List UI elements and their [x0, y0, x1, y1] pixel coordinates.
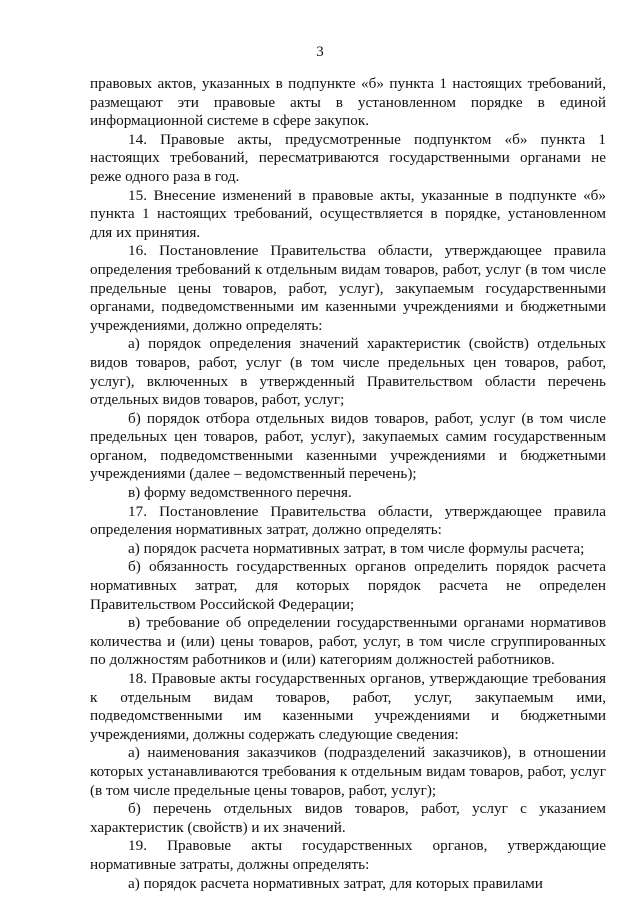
paragraph: б) порядок отбора отдельных видов товаров, работ, услуг (в том числе предельных цен товаров, работ, услуг), закупаемых самим государственным органом, подведомственными казенными учреждениями и бюджетными учреждениями (далее – ведомственный перечень); [90, 409, 606, 483]
paragraph: б) перечень отдельных видов товаров, работ, услуг с указанием характеристик (свойств) и их значений. [90, 800, 606, 836]
paragraph: 16. Постановление Правительства области, утверждающее правила определения требований к отдельным видам товаров, работ, услуг (в том числе предельные цены товаров, работ, услуг), закупаемым государственными органами, подведомственными им казенными учреждениями и бюджетными учреждениями, должно определять: [90, 242, 606, 334]
paragraph: а) порядок определения значений характеристик (свойств) отдельных видов товаров, работ, услуг (в том числе предельных цен товаров, работ, услуг), включенных в утвержденный Правительством области перечень отдельных видов товаров, работ, услуг; [90, 335, 606, 409]
paragraph: 17. Постановление Правительства области, утверждающее правила определения нормативных затрат, должно определять: [90, 502, 606, 539]
paragraph: а) порядок расчета нормативных затрат, в том числе формулы расчета; [128, 539, 585, 557]
paragraph: а) наименования заказчиков (подразделений заказчиков), в отношении которых устанавливаются требования к отдельным видам товаров, работ, услуг (в том числе предельные цены товаров, работ, услуг); [90, 744, 606, 799]
paragraph: 19. Правовые акты государственных органов, утверждающие нормативные затраты, должны определять: [90, 837, 606, 873]
document-body [90, 75, 606, 893]
paragraph: б) обязанность государственных органов определить порядок расчета нормативных затрат, для которых порядок расчета не определен Правительством Российской Федерации; [90, 558, 606, 613]
paragraph: в) форму ведомственного перечня. [128, 484, 352, 502]
paragraph: правовых актов, указанных в подпункте «б» пункта 1 настоящих требований, размещают эти правовые акты в установленном порядке в единой информационной системе в сфере закупок. [90, 75, 606, 130]
paragraph: 18. Правовые акты государственных органов, утверждающие требования к отдельным видам товаров, работ, услуг, закупаемым ими, подведомственными им казенными учреждениями и бюджетными учреждениями, должны содержать следующие сведения: [90, 670, 606, 743]
paragraph: в) требование об определении государственными органами нормативов количества и (или) цены товаров, работ, услуг, в том числе сгруппированных по должностям работников и (или) категориям должностей работников. [90, 614, 606, 669]
paragraph: 14. Правовые акты, предусмотренные подпунктом «б» пункта 1 настоящих требований, пересматриваются государственными органами не реже одного раза в год. [90, 130, 606, 185]
paragraph: 15. Внесение изменений в правовые акты, указанные в подпункте «б» пункта 1 настоящих требований, осуществляется в порядке, установленном для их принятия. [90, 186, 606, 241]
page-number: 3 [316, 44, 324, 60]
paragraph: а) порядок расчета нормативных затрат, для которых правилами [128, 874, 543, 892]
